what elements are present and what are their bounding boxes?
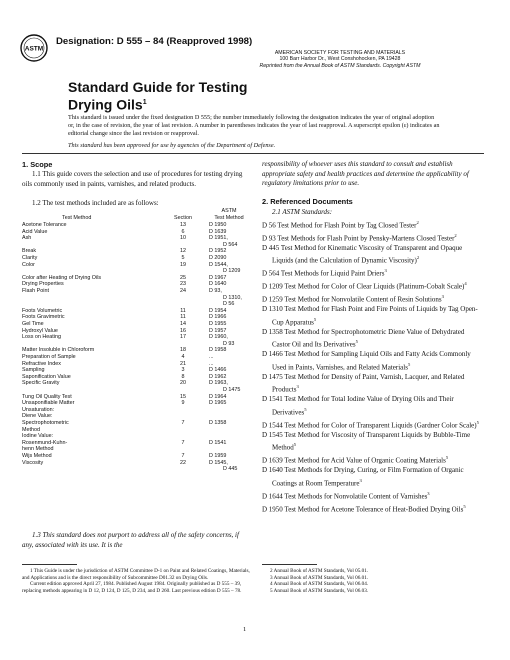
table-header-astm-2: Test Method xyxy=(214,215,244,221)
cell-astm-method: D 1952 xyxy=(209,248,227,255)
cell-section: 18 xyxy=(180,347,186,354)
reference-footnote-mark: 3 xyxy=(441,294,444,300)
footnotes-right xyxy=(262,568,484,594)
table-row xyxy=(0,235,260,248)
cell-test-method: Gel Time xyxy=(22,321,44,327)
reference-text: D 1639 Test Method for Acid Value of Organic Coating Materials xyxy=(262,456,446,465)
cell-astm-method: D 1960, xyxy=(209,334,228,341)
intro-paragraph: This standard is issued under the fixed designation D 555; the number immediately following the designation indicates the year of original adoption or, in the case of revision, the year of last revision. A number in parentheses indicates the year of last reapproval. A superscript epsilon (ε) indicates an editorial change since the last revision or reapproval. xyxy=(68,114,441,138)
reference-text: D 93 Test Methods for Flash Point by Pensky-Martens Closed Tester xyxy=(262,234,455,243)
cell-astm-method: ... xyxy=(209,360,214,367)
table-row xyxy=(0,328,260,335)
cell-test-method: Foots Volumetric xyxy=(22,307,63,314)
table-row xyxy=(0,427,260,434)
scope-heading: 1. Scope xyxy=(22,160,53,169)
cell-section: 11 xyxy=(180,307,186,314)
footnote-3: 3 Annual Book of ASTM Standards, Vol 06.01. xyxy=(270,574,369,581)
publisher-line: 100 Barr Harbor Dr., West Conshohocken, PA 19428 xyxy=(279,56,401,63)
cell-section: 20 xyxy=(180,380,186,387)
reference-item xyxy=(262,395,484,418)
cell-test-method: Method xyxy=(22,426,40,433)
table-row xyxy=(0,420,260,427)
table-row xyxy=(0,262,260,275)
cell-test-method: Color after Heating of Drying Oils xyxy=(22,274,102,281)
cell-test-method: Foots Gravimetric xyxy=(22,314,65,321)
cell-astm-method: D 1965 xyxy=(209,400,227,407)
reference-text: D 564 Test Methods for Liquid Paint Driers xyxy=(262,269,385,278)
cell-test-method: Break xyxy=(22,248,37,255)
cell-test-method: Refractive Index xyxy=(22,360,61,367)
table-row xyxy=(0,400,260,407)
table-row xyxy=(0,347,260,354)
cell-astm-method: D 1966 xyxy=(209,314,227,321)
cell-section: 17 xyxy=(180,334,186,341)
reference-item xyxy=(262,502,484,515)
reference-footnote-mark: 3 xyxy=(296,384,299,390)
cell-astm-method: D 1545, xyxy=(209,459,228,466)
reference-text: D 1358 Test Method for Spectrophotometric Diene Value of Dehydrated Castor Oil and Its Derivatives xyxy=(262,327,467,349)
cell-astm-method: D 56 xyxy=(223,301,235,308)
cell-astm-method: D 1964 xyxy=(209,393,227,400)
footnote-2: 2 Annual Book of ASTM Standards, Vol 05.01. xyxy=(270,568,369,574)
table-row xyxy=(0,440,260,447)
cell-section: 24 xyxy=(180,288,186,294)
table-row xyxy=(0,380,260,393)
cell-test-method: Sampling xyxy=(22,367,45,374)
cell-test-method: Unsaturation: xyxy=(22,406,55,413)
table-header-astm xyxy=(209,208,249,215)
reference-item xyxy=(262,305,484,328)
cell-section: 7 xyxy=(181,439,185,446)
table-row xyxy=(0,446,260,453)
table-row xyxy=(0,433,260,440)
reference-text: D 1541 Test Method for Total Iodine Value of Drying Oils and Their Derivatives xyxy=(262,395,456,417)
cell-astm-method: D 1358 xyxy=(209,420,227,426)
reference-text: D 1950 Test Method for Acetone Tolerance of Heat-Bodied Drying Oils xyxy=(262,504,464,513)
reference-item xyxy=(262,453,484,466)
reference-text: D 445 Test Method for Kinematic Viscosity of Transparent and Opaque Liquids (and the Calculation of Dynamic Viscosity) xyxy=(262,243,464,265)
scope-p3-continued: responsibility of whoever uses this standard to consult and establish appropriate safety and health practices and determine the applicability of regulatory limitations prior to use. xyxy=(262,160,471,188)
reference-footnote-mark: 2 xyxy=(416,220,419,225)
cell-section: 9 xyxy=(181,400,185,407)
cell-astm-method: D 1209 xyxy=(223,268,241,275)
cell-astm-method: D 1957 xyxy=(209,327,227,334)
cell-astm-method: D 1951, xyxy=(209,235,228,242)
reference-footnote-mark: 5 xyxy=(313,316,317,322)
cell-astm-method: D 1310, xyxy=(223,294,242,301)
publisher-line: Reprinted from the Annual Book of ASTM Standards. Copyright ASTM xyxy=(259,62,421,69)
reference-text: D 1640 Test Methods for Drying, Curing, or Film Formation of Organic Coatings at Room Temperature xyxy=(262,466,466,487)
cell-section: 11 xyxy=(180,314,186,321)
cell-test-method: Specific Gravity xyxy=(22,380,60,387)
cell-test-method: henn Method xyxy=(22,446,54,453)
cell-astm-method: D 1963, xyxy=(209,380,228,387)
scope-p3: 1.3 This standard does not purport to address all of the safety concerns, if any, associated with its use. It is the xyxy=(22,531,241,549)
table-row xyxy=(0,334,260,347)
cell-test-method: Color xyxy=(22,261,35,268)
cell-test-method: Spectrophotometric xyxy=(22,420,69,426)
table-row xyxy=(0,222,260,229)
page-number: 1 xyxy=(243,626,247,633)
reference-text: D 1209 Test Method for Color of Clear Liquids (Platinum-Cobalt Scale) xyxy=(262,282,465,291)
cell-section: 16 xyxy=(180,327,186,334)
cell-test-method: Drying Properties xyxy=(22,281,64,288)
reference-footnote-mark: 5 xyxy=(463,503,466,509)
cell-astm-method: D 1640 xyxy=(209,281,227,288)
reference-footnote-mark: 5 xyxy=(304,406,307,412)
cell-astm-method: D 445 xyxy=(223,466,238,473)
publisher-info xyxy=(240,50,440,69)
cell-section: 12 xyxy=(180,248,186,255)
reference-item xyxy=(262,431,484,454)
title-line-1: Standard Guide for Testing xyxy=(68,79,248,95)
cell-astm-method: D 1950 xyxy=(209,222,227,228)
cell-test-method: Tung Oil Quality Test xyxy=(22,393,72,400)
designation: Designation: D 555 – 84 (Reapproved 1998) xyxy=(56,36,253,47)
title-line-2: Drying Oils$^1$ xyxy=(68,96,147,113)
reference-item xyxy=(262,292,484,305)
reference-item xyxy=(262,266,484,279)
cell-astm-method: D 1962 xyxy=(209,373,227,380)
astm-header-line: ASTM xyxy=(221,208,237,214)
cell-section: 5 xyxy=(181,255,185,261)
cell-astm-method: D 1639 xyxy=(209,228,227,235)
footnote-divider-left xyxy=(22,564,77,565)
table-row xyxy=(0,460,260,473)
cell-test-method: Loss on Heating xyxy=(22,334,61,341)
cell-section: 21 xyxy=(180,360,186,367)
table-row xyxy=(0,321,260,328)
scope-p2: 1.2 The test methods included are as follows: xyxy=(32,199,159,207)
cell-section: 23 xyxy=(180,281,186,288)
cell-section: 3 xyxy=(181,367,185,374)
table-row xyxy=(0,394,260,401)
reference-item xyxy=(262,489,484,502)
table-row xyxy=(0,413,260,420)
footnote-divider-right xyxy=(262,564,317,565)
cell-section: 7 xyxy=(181,453,185,459)
table-row xyxy=(0,314,260,321)
cell-test-method: Acid Value xyxy=(22,228,48,235)
cell-section: 15 xyxy=(180,393,186,400)
reference-item xyxy=(262,218,484,231)
cell-astm-method: D 1959 xyxy=(209,453,227,459)
publisher-line: AMERICAN SOCIETY FOR TESTING AND MATERIALS xyxy=(274,50,406,56)
cell-astm-method: D 2090 xyxy=(209,255,227,261)
cell-astm-method: D 1544, xyxy=(209,261,228,268)
table-row xyxy=(0,275,260,282)
reference-footnote-mark: 2 xyxy=(416,255,420,261)
cell-test-method: Ash xyxy=(22,235,32,242)
reference-footnote-mark: 5 xyxy=(355,339,358,345)
cell-section: 8 xyxy=(181,373,185,380)
astm-logo xyxy=(20,34,48,62)
reference-text: D 1475 Test Method for Density of Paint, Varnish, Lacquer, and Related Products xyxy=(262,372,467,394)
reference-item xyxy=(262,350,484,373)
table-row xyxy=(0,453,260,460)
footnote-1-edition: Current edition approved April 27, 1984. Published August 1984. Originally published as D 555 – 39, replacing methods appearing in D 12, D 124, D 125, D 234, and D 260. Last previous edition D 555 – 78. xyxy=(22,581,243,594)
reference-item xyxy=(262,231,484,244)
table-header-section: Section xyxy=(174,215,192,221)
cell-astm-method: D 1475 xyxy=(223,386,241,393)
table-row xyxy=(0,407,260,414)
cell-test-method: Rosenmund-Kuhn- xyxy=(22,439,68,446)
reference-footnote-mark: 5 xyxy=(407,361,411,367)
cell-section: 7 xyxy=(181,420,185,426)
cell-test-method: Hydroxyl Value xyxy=(22,327,58,334)
reference-item xyxy=(262,373,484,396)
reference-item xyxy=(262,244,484,267)
cell-test-method: Preparation of Sample xyxy=(22,354,76,360)
svg-text:ASTM: ASTM xyxy=(24,45,44,53)
document-title xyxy=(68,79,247,113)
table-row xyxy=(0,367,260,374)
references-list xyxy=(262,218,484,514)
table-row xyxy=(0,308,260,315)
table-header-method: Test Method xyxy=(62,215,92,221)
reference-item xyxy=(262,418,484,431)
cell-astm-method: ... xyxy=(209,354,214,360)
reference-text: D 1310 Test Method for Flash Point and Fire Points of Liquids by Tag Open-Cup Apparatus xyxy=(262,305,478,327)
reference-text: D 56 Test Method for Flash Point by Tag Closed Tester xyxy=(262,221,417,230)
cell-section: 6 xyxy=(181,228,185,235)
footnotes-left xyxy=(22,568,250,594)
table-row xyxy=(0,361,260,368)
reference-item xyxy=(262,328,484,351)
cell-astm-method: D 564 xyxy=(223,241,238,248)
reference-item xyxy=(262,279,484,292)
cell-test-method: Iodine Value: xyxy=(22,433,54,440)
references-heading: 2. Referenced Documents xyxy=(262,197,353,206)
reference-footnote-mark: 5 xyxy=(293,442,297,448)
reference-text: D 1545 Test Method for Viscosity of Transparent Liquids by Bubble-Time Method xyxy=(262,430,472,452)
reference-footnote-mark: 3 xyxy=(384,268,387,274)
cell-test-method: Diene Value: xyxy=(22,413,53,420)
cell-section: 4 xyxy=(181,354,185,360)
reference-item xyxy=(262,466,484,489)
table-row xyxy=(0,281,260,288)
footnote-4: 4 Annual Book of ASTM Standards, Vol 06.04. xyxy=(270,581,369,588)
cell-astm-method: D 93, xyxy=(209,288,222,294)
reference-footnote-mark: 3 xyxy=(359,477,362,483)
cell-test-method: Saponification Value xyxy=(22,373,71,380)
cell-astm-method: D 1954 xyxy=(209,307,227,314)
cell-astm-method: D 1958 xyxy=(209,347,227,354)
table-row xyxy=(0,374,260,381)
cell-astm-method: D 93 xyxy=(223,340,235,347)
cell-section: 14 xyxy=(180,321,186,327)
cell-section: 13 xyxy=(180,222,186,228)
title-footnote-mark: 1 xyxy=(142,99,147,106)
reference-footnote-mark: 5 xyxy=(445,455,449,461)
cell-test-method: Viscosity xyxy=(22,459,44,466)
table-row xyxy=(0,288,260,308)
cell-test-method: Flash Point xyxy=(22,288,49,294)
table-row xyxy=(0,354,260,361)
cell-test-method: Wijs Method xyxy=(22,453,52,459)
reference-footnote-mark: 5 xyxy=(476,419,479,425)
dod-approval-note: This standard has been approved for use by agencies of the Department of Defense. xyxy=(68,142,276,149)
header-divider xyxy=(22,153,484,154)
cell-section: 19 xyxy=(180,261,186,268)
cell-test-method: Clarity xyxy=(22,255,38,261)
reference-text: D 1644 Test Methods for Nonvolatile Content of Varnishes xyxy=(262,491,428,500)
cell-astm-method: D 1466 xyxy=(209,367,227,374)
table-row xyxy=(0,255,260,262)
cell-astm-method: D 1955 xyxy=(209,321,227,327)
footnote-5: 5 Annual Book of ASTM Standards, Vol 06.03. xyxy=(270,587,369,594)
cell-test-method: Unsaponifiable Matter xyxy=(22,400,75,407)
cell-section: 25 xyxy=(180,274,186,281)
references-subheading: 2.1 ASTM Standards: xyxy=(272,208,333,216)
reference-footnote-mark: 4 xyxy=(464,281,467,287)
cell-section: 10 xyxy=(180,235,186,242)
reference-footnote-mark: 2 xyxy=(454,232,457,238)
cell-section: 22 xyxy=(180,459,186,466)
cell-astm-method: D 1967 xyxy=(209,274,227,281)
scope-p1: 1.1 This guide covers the selection and use of procedures for testing drying oils commonly used in paints, varnishes, and related products. xyxy=(22,170,245,188)
table-row xyxy=(0,248,260,255)
cell-test-method: Matter Insoluble in Chloroform xyxy=(22,347,95,354)
reference-text: D 1259 Test Method for Nonvolatile Content of Resin Solutions xyxy=(262,295,442,304)
footnote-1: 1 This Guide is under the jurisdiction of ASTM Committee D-1 on Paint and Related Coatings, Materials, and Applications and is the direct responsibility of Subcommittee D01.32 on Drying Oils. xyxy=(22,568,252,581)
table-row xyxy=(0,229,260,236)
reference-text: D 1466 Test Method for Sampling Liquid Oils and Fatty Acids Commonly Used in Paints, Varnishes, and Related Materials xyxy=(262,350,473,372)
reference-text: D 1544 Test Method for Color of Transparent Liquids (Gardner Color Scale) xyxy=(262,421,477,430)
reference-footnote-mark: 3 xyxy=(427,490,430,496)
cell-test-method: Acetone Tolerance xyxy=(22,222,67,228)
cell-astm-method: D 1541 xyxy=(209,439,227,446)
